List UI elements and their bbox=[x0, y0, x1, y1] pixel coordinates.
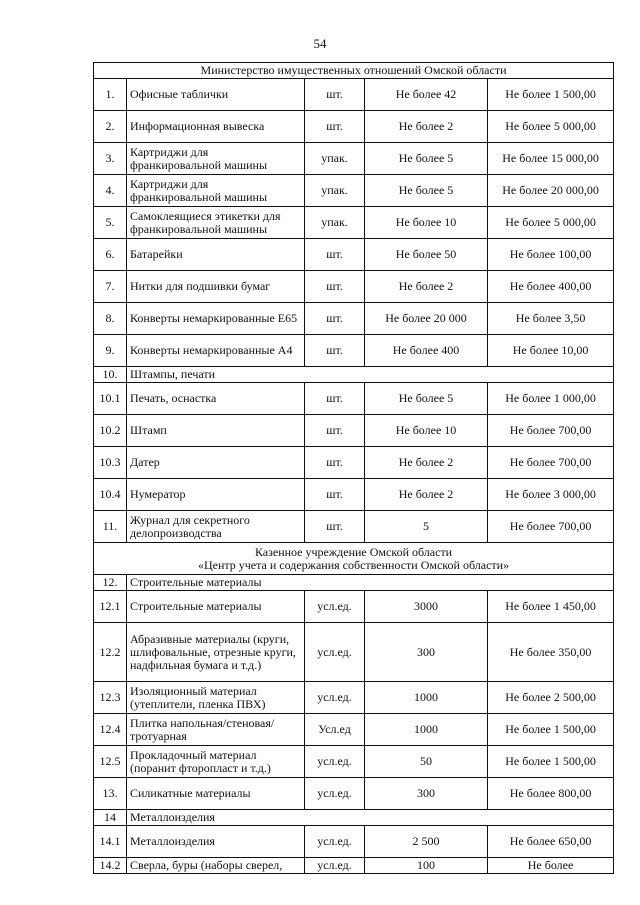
page-number: 54 bbox=[313, 36, 327, 51]
item-name: Изоляционный материал (утеплители, пленка ПВХ) bbox=[127, 682, 305, 714]
table-row bbox=[94, 746, 614, 778]
item-name: Датер bbox=[127, 447, 305, 479]
price-cell: Не более 800,00 bbox=[488, 778, 614, 810]
table-row bbox=[94, 79, 614, 111]
price-cell: Не более bbox=[488, 858, 614, 874]
section-title-line: Министерство имущественных отношений Омской области bbox=[200, 63, 507, 77]
item-name: Нумератор bbox=[127, 479, 305, 511]
table-row bbox=[94, 143, 614, 175]
item-name: Плитка напольная/стеновая/тротуарная bbox=[127, 714, 305, 746]
quantity-cell: Не более 2 bbox=[365, 271, 488, 303]
unit-cell: усл.ед. bbox=[305, 591, 365, 623]
price-cell: Не более 1 500,00 bbox=[488, 746, 614, 778]
procurement-table bbox=[93, 62, 614, 874]
price-cell: Не более 1 450,00 bbox=[488, 591, 614, 623]
table-row bbox=[94, 271, 614, 303]
price-cell: Не более 10,00 bbox=[488, 335, 614, 367]
quantity-cell: 300 bbox=[365, 778, 488, 810]
item-name: Металлоизделия bbox=[127, 826, 305, 858]
item-name: Прокладочный материал (поранит фторопласт и т.д.) bbox=[127, 746, 305, 778]
item-name: Информационная вывеска bbox=[127, 111, 305, 143]
quantity-cell: 50 bbox=[365, 746, 488, 778]
row-number: 6. bbox=[94, 239, 127, 271]
price-cell: Не более 700,00 bbox=[488, 511, 614, 543]
quantity-cell: Не более 20 000 bbox=[365, 303, 488, 335]
price-cell: Не более 1 500,00 bbox=[488, 79, 614, 111]
quantity-cell: Не более 5 bbox=[365, 175, 488, 207]
quantity-cell: Не более 2 bbox=[365, 447, 488, 479]
item-name: Конверты немаркированные А4 bbox=[127, 335, 305, 367]
item-name: Картриджи для франкировальной машины bbox=[127, 175, 305, 207]
quantity-cell: Не более 5 bbox=[365, 143, 488, 175]
price-cell: Не более 2 500,00 bbox=[488, 682, 614, 714]
price-cell: Не более 650,00 bbox=[488, 826, 614, 858]
price-cell: Не более 400,00 bbox=[488, 271, 614, 303]
table-row bbox=[94, 447, 614, 479]
unit-cell: шт. bbox=[305, 111, 365, 143]
unit-cell: упак. bbox=[305, 207, 365, 239]
price-cell: Не более 3,50 bbox=[488, 303, 614, 335]
section-title-line: «Центр учета и содержания собственности Омской области» bbox=[197, 557, 510, 572]
table-row bbox=[94, 623, 614, 682]
table-row bbox=[94, 303, 614, 335]
quantity-cell: 3000 bbox=[365, 591, 488, 623]
row-number: 11. bbox=[94, 511, 127, 543]
quantity-cell: 5 bbox=[365, 511, 488, 543]
table-row bbox=[94, 335, 614, 367]
quantity-cell: 300 bbox=[365, 623, 488, 682]
unit-cell: упак. bbox=[305, 175, 365, 207]
row-number: 7. bbox=[94, 271, 127, 303]
quantity-cell: Не более 50 bbox=[365, 239, 488, 271]
unit-cell: шт. bbox=[305, 415, 365, 447]
unit-cell: шт. bbox=[305, 447, 365, 479]
item-name: Картриджи для франкировальной машины bbox=[127, 143, 305, 175]
row-number: 13. bbox=[94, 778, 127, 810]
unit-cell: шт. bbox=[305, 79, 365, 111]
row-number: 1. bbox=[94, 79, 127, 111]
unit-cell: шт. bbox=[305, 303, 365, 335]
row-number: 4. bbox=[94, 175, 127, 207]
quantity-cell: Не более 10 bbox=[365, 415, 488, 447]
row-number: 10.4 bbox=[94, 479, 127, 511]
unit-cell: Усл.ед bbox=[305, 714, 365, 746]
unit-cell: шт. bbox=[305, 239, 365, 271]
quantity-cell: Не более 10 bbox=[365, 207, 488, 239]
item-name: Строительные материалы bbox=[127, 591, 305, 623]
price-cell: Не более 1 500,00 bbox=[488, 714, 614, 746]
price-cell: Не более 700,00 bbox=[488, 415, 614, 447]
quantity-cell: Не более 42 bbox=[365, 79, 488, 111]
table-row bbox=[94, 207, 614, 239]
price-cell: Не более 1 000,00 bbox=[488, 383, 614, 415]
table-row bbox=[94, 111, 614, 143]
row-number: 12.1 bbox=[94, 591, 127, 623]
unit-cell: упак. bbox=[305, 143, 365, 175]
unit-cell: шт. bbox=[305, 335, 365, 367]
table-row bbox=[94, 415, 614, 447]
item-name: Офисные таблички bbox=[127, 79, 305, 111]
quantity-cell: Не более 2 bbox=[365, 111, 488, 143]
row-number: 10.1 bbox=[94, 383, 127, 415]
unit-cell: усл.ед. bbox=[305, 778, 365, 810]
row-number: 10. bbox=[94, 367, 127, 383]
item-name: Батарейки bbox=[127, 239, 305, 271]
section-title bbox=[94, 63, 614, 79]
item-name: Конверты немаркированные Е65 bbox=[127, 303, 305, 335]
quantity-cell: Не более 5 bbox=[365, 383, 488, 415]
price-cell: Не более 3 000,00 bbox=[488, 479, 614, 511]
item-name: Нитки для подшивки бумаг bbox=[127, 271, 305, 303]
quantity-cell: 1000 bbox=[365, 714, 488, 746]
item-name: Печать, оснастка bbox=[127, 383, 305, 415]
row-number: 5. bbox=[94, 207, 127, 239]
row-number: 2. bbox=[94, 111, 127, 143]
item-name: Сверла, буры (наборы сверел, bbox=[127, 858, 305, 874]
unit-cell: усл.ед. bbox=[305, 682, 365, 714]
row-number: 8. bbox=[94, 303, 127, 335]
row-number: 12.3 bbox=[94, 682, 127, 714]
table-row bbox=[94, 858, 614, 874]
quantity-cell: Не более 2 bbox=[365, 479, 488, 511]
unit-cell: усл.ед. bbox=[305, 826, 365, 858]
unit-cell: шт. bbox=[305, 271, 365, 303]
table-row bbox=[94, 826, 614, 858]
price-cell: Не более 5 000,00 bbox=[488, 207, 614, 239]
row-number: 12.4 bbox=[94, 714, 127, 746]
item-name: Силикатные материалы bbox=[127, 778, 305, 810]
section-header-row bbox=[94, 543, 614, 575]
group-name: Металлоизделия bbox=[127, 810, 614, 826]
group-name: Строительные материалы bbox=[127, 575, 614, 591]
table-row bbox=[94, 778, 614, 810]
table-row bbox=[94, 714, 614, 746]
unit-cell: усл.ед. bbox=[305, 746, 365, 778]
price-cell: Не более 350,00 bbox=[488, 623, 614, 682]
quantity-cell: 1000 bbox=[365, 682, 488, 714]
item-name: Журнал для секретного делопроизводства bbox=[127, 511, 305, 543]
row-number: 3. bbox=[94, 143, 127, 175]
section-header-row bbox=[94, 63, 614, 79]
table-row bbox=[94, 682, 614, 714]
price-cell: Не более 5 000,00 bbox=[488, 111, 614, 143]
row-number: 14.2 bbox=[94, 858, 127, 874]
table-row bbox=[94, 479, 614, 511]
row-number: 10.3 bbox=[94, 447, 127, 479]
unit-cell: усл.ед. bbox=[305, 858, 365, 874]
row-number: 12.2 bbox=[94, 623, 127, 682]
price-cell: Не более 100,00 bbox=[488, 239, 614, 271]
table-row bbox=[94, 175, 614, 207]
price-cell: Не более 20 000,00 bbox=[488, 175, 614, 207]
table-row bbox=[94, 239, 614, 271]
row-number: 12. bbox=[94, 575, 127, 591]
row-number: 14.1 bbox=[94, 826, 127, 858]
quantity-cell: 2 500 bbox=[365, 826, 488, 858]
row-number: 10.2 bbox=[94, 415, 127, 447]
item-name: Самоклеящиеся этикетки для франкировальной машины bbox=[127, 207, 305, 239]
item-name: Штамп bbox=[127, 415, 305, 447]
table-row bbox=[94, 383, 614, 415]
group-row bbox=[94, 810, 614, 826]
quantity-cell: Не более 400 bbox=[365, 335, 488, 367]
row-number: 12.5 bbox=[94, 746, 127, 778]
unit-cell: шт. bbox=[305, 383, 365, 415]
row-number: 9. bbox=[94, 335, 127, 367]
table-row bbox=[94, 591, 614, 623]
unit-cell: шт. bbox=[305, 479, 365, 511]
group-row bbox=[94, 367, 614, 383]
unit-cell: усл.ед. bbox=[305, 623, 365, 682]
price-cell: Не более 700,00 bbox=[488, 447, 614, 479]
table-row bbox=[94, 511, 614, 543]
section-title-line: Казенное учреждение Омской области bbox=[254, 544, 453, 559]
price-cell: Не более 15 000,00 bbox=[488, 143, 614, 175]
row-number: 14 bbox=[94, 810, 127, 826]
quantity-cell: 100 bbox=[365, 858, 488, 874]
group-row bbox=[94, 575, 614, 591]
group-name: Штампы, печати bbox=[127, 367, 614, 383]
section-title bbox=[94, 543, 614, 575]
unit-cell: шт. bbox=[305, 511, 365, 543]
item-name: Абразивные материалы (круги, шлифовальные, отрезные круги, надфильная бумага и т.д.) bbox=[127, 623, 305, 682]
